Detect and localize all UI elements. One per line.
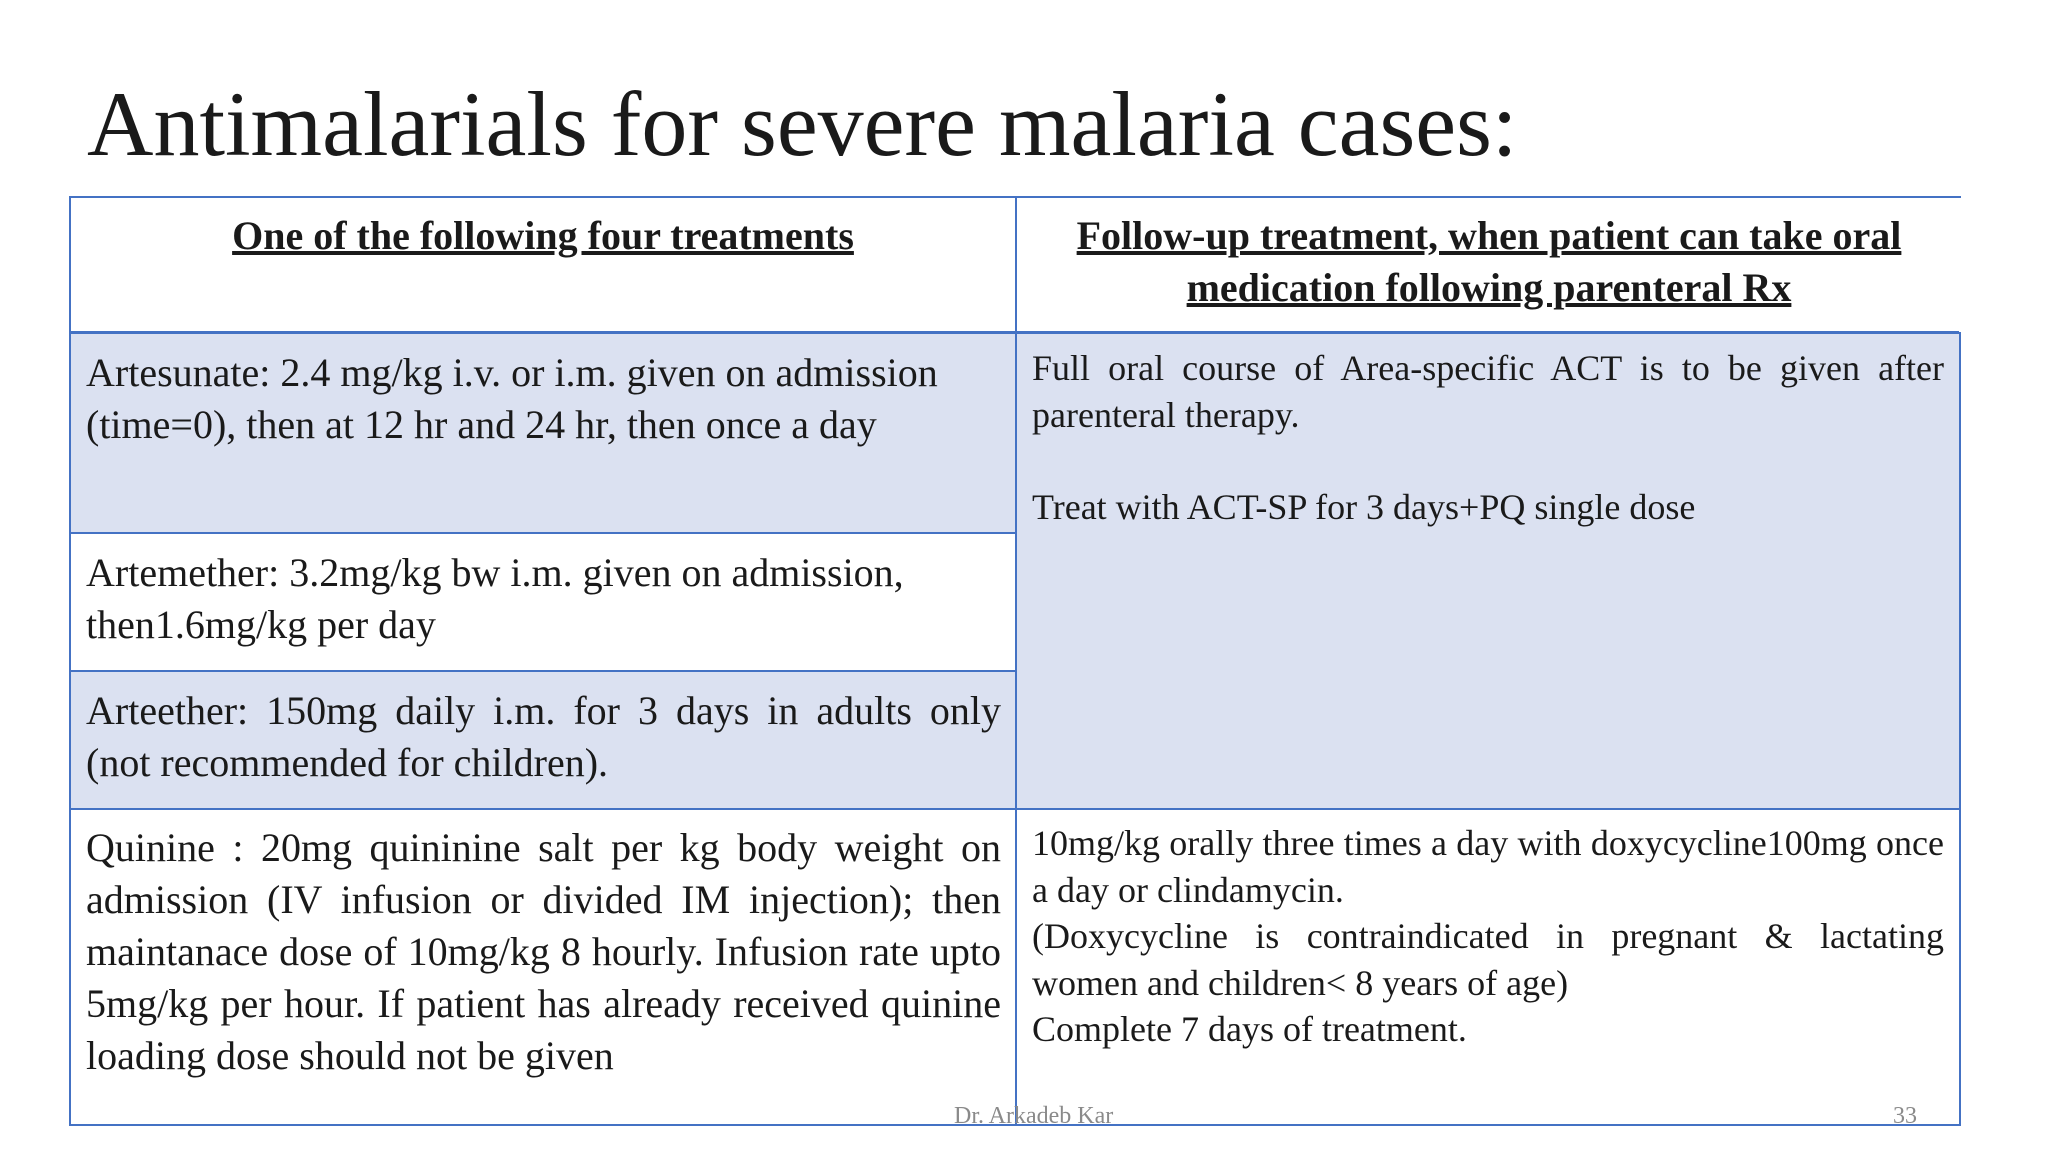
header-right-text: Follow-up treatment, when patient can take oral medication following parenteral Rx [1076,213,1902,310]
followup-act-line1: Full oral course of Area-specific ACT is to be given after parenteral therapy. [1032,348,1944,435]
header-divider [71,331,1959,334]
row-divider-1 [71,532,1015,534]
artesunate-cell [71,334,1015,532]
row-divider-3 [71,808,1959,810]
header-left-text: One of the following four treatments [232,213,854,258]
slide-title: Antimalarials for severe malaria cases: [87,73,1518,175]
followup-act-cell [1017,334,1959,808]
followup-quinine-line3: Complete 7 days of treatment. [1032,1009,1467,1049]
quinine-text: Quinine : 20mg quininine salt per kg body weight on admission (IV infusion or divided IM injection); then maintanace dose of 10mg/kg 8 hourly. Infusion rate upto 5mg/kg per hour. If patient has already received quinine loading dose should not be given [86,825,1001,1078]
header-cell-left [71,198,1015,332]
followup-quinine-cell [1017,810,1959,1124]
footer-author: Dr. Arkadeb Kar [954,1103,1114,1129]
artesunate-text: Artesunate: 2.4 mg/kg i.v. or i.m. given on admission (time=0), then at 12 hr and 24 hr, then once a day [86,350,938,447]
followup-act-line2: Treat with ACT-SP for 3 days+PQ single dose [1032,487,1696,527]
row-divider-2 [71,670,1015,672]
header-cell-right [1017,198,1961,332]
treatment-table [69,196,1961,1126]
arteether-text: Arteether: 150mg daily i.m. for 3 days in adults only (not recommended for children). [86,688,1001,785]
followup-quinine-line2: (Doxycycline is contraindicated in pregnant & lactating women and children< 8 years of age) [1032,916,1944,1003]
page-number: 33 [1893,1103,1917,1129]
column-divider [1015,198,1017,1124]
quinine-cell [71,810,1015,1124]
artemether-cell [71,534,1015,670]
artemether-text: Artemether: 3.2mg/kg bw i.m. given on admission, then1.6mg/kg per day [86,550,904,647]
arteether-cell [71,672,1015,808]
followup-quinine-line1: 10mg/kg orally three times a day with doxycycline100mg once a day or clindamycin. [1032,823,1944,910]
